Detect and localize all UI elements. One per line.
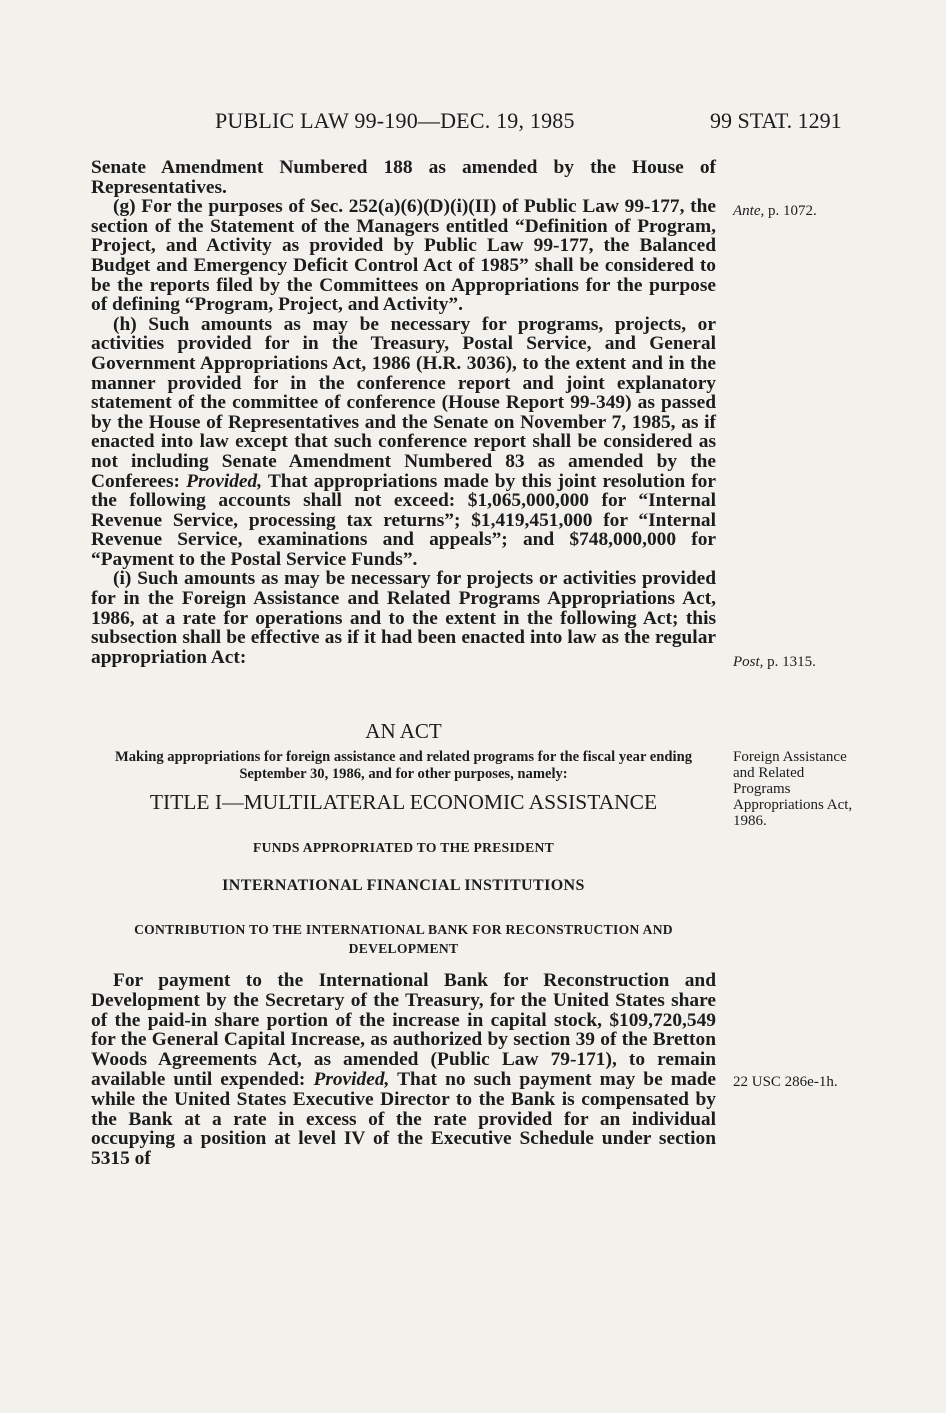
margin-note-usc: 22 USC 286e-1h. bbox=[733, 1074, 838, 1090]
margin-note-post-page: p. 1315. bbox=[767, 654, 816, 670]
margin-note-ante bbox=[733, 203, 817, 219]
contribution-heading: CONTRIBUTION TO THE INTERNATIONAL BANK FOR RECONSTRUCTION AND DEVELOPMENT bbox=[134, 922, 673, 956]
paragraph-ibrd-text-b: That no such payment may be made while the United States Executive Director to the Bank is compensated by the Bank at a rate in excess of the rate provided for an individual occupying a position at level IV of the Executive Schedule under section 5315 of bbox=[91, 1068, 716, 1170]
funds-heading: FUNDS APPROPRIATED TO THE PRESIDENT bbox=[252, 840, 555, 855]
paragraph-i: (i) Such amounts as may be necessary for projects or activities provided for in the Foreign Assistance and Related Programs Appropriations Act, 1986, at a rate for operations and to the extent in the following Act; this subsection shall be effective as if it had been enacted into law as the regular appropriation Act: bbox=[91, 568, 716, 668]
paragraph-ibrd-text-a: For payment to the International Bank for Reconstruction and Development by the Secretary of the Treasury, for the United States share of the paid-in share portion of the increase in capital stock, $109,720,549 for the General Capital Increase, as authorized by section 39 of the Bretton Woods Agreements Act, as amended (Public Law 79-171), to remain available until expended: bbox=[91, 970, 716, 1090]
provided-italic-2: Provided, bbox=[313, 1068, 390, 1090]
act-heading: AN ACT bbox=[365, 719, 442, 743]
paragraph-ibrd-payment bbox=[91, 971, 716, 1169]
margin-note-post-ref: Post, bbox=[733, 654, 764, 670]
margin-note-ante-page: p. 1072. bbox=[768, 203, 817, 219]
ifi-heading: INTERNATIONAL FINANCIAL INSTITUTIONS bbox=[222, 877, 585, 894]
running-header-title: PUBLIC LAW 99-190—DEC. 19, 1985 bbox=[215, 108, 575, 133]
body-text-lower bbox=[91, 971, 716, 1169]
paragraph-h-text-a: (h) Such amounts as may be necessary for programs, projects, or activities provided for in the Treasury, Postal Service, and General Government Appropriations Act, 1986 (H.R. 3036), to the extent and in the manner provided for in the conference report and joint explanatory statement of the committee of conference (House Report 99-349) as passed by the House of Representatives and the Senate on November 7, 1985, as if enacted into law except that such conference report shall be considered as not including Senate Amendment Numbered 83 as amended by the Conferees: bbox=[91, 313, 716, 492]
paragraph-h bbox=[91, 315, 716, 570]
margin-note-ante-ref: Ante, bbox=[733, 203, 765, 219]
running-header-page: 99 STAT. 1291 bbox=[710, 108, 842, 133]
body-text-upper bbox=[91, 158, 716, 667]
paragraph-g: (g) For the purposes of Sec. 252(a)(6)(D)(i)(II) of Public Law 99-177, the section of the Statement of the Managers entitled “Definition of Program, Project, and Activity as provided by Public Law 99-177, the Balanced Budget and Emergency Deficit Control Act of 1985” shall be considered to be the reports filed by the Committees on Appropriations for the purpose of defining “Program, Project, and Activity”. bbox=[91, 196, 716, 316]
paragraph-senate-amendment: Senate Amendment Numbered 188 as amended by the House of Representatives. bbox=[91, 157, 716, 198]
title-heading: TITLE I—MULTILATERAL ECONOMIC ASSISTANCE bbox=[149, 790, 658, 814]
paragraph-h-text-b: That appropriations made by this joint resolution for the following accounts shall not exceed: $1,065,000,000 for “Internal Revenue Service, processing tax returns”; $1,419,451,000 for “Internal Revenue Service, examinations and appeals”; and $748,000,000 for “Payment to the Postal Service Funds”. bbox=[91, 470, 716, 570]
provided-italic: Provided, bbox=[186, 470, 263, 492]
act-subheading: Making appropriations for foreign assistance and related programs for the fiscal year ending September 30, 1986, and for other purposes, namely: bbox=[114, 749, 692, 782]
margin-note-foreign-assistance: Foreign Assistance and Related Programs Appropriations Act, 1986. bbox=[733, 749, 853, 829]
margin-note-post bbox=[733, 654, 816, 670]
